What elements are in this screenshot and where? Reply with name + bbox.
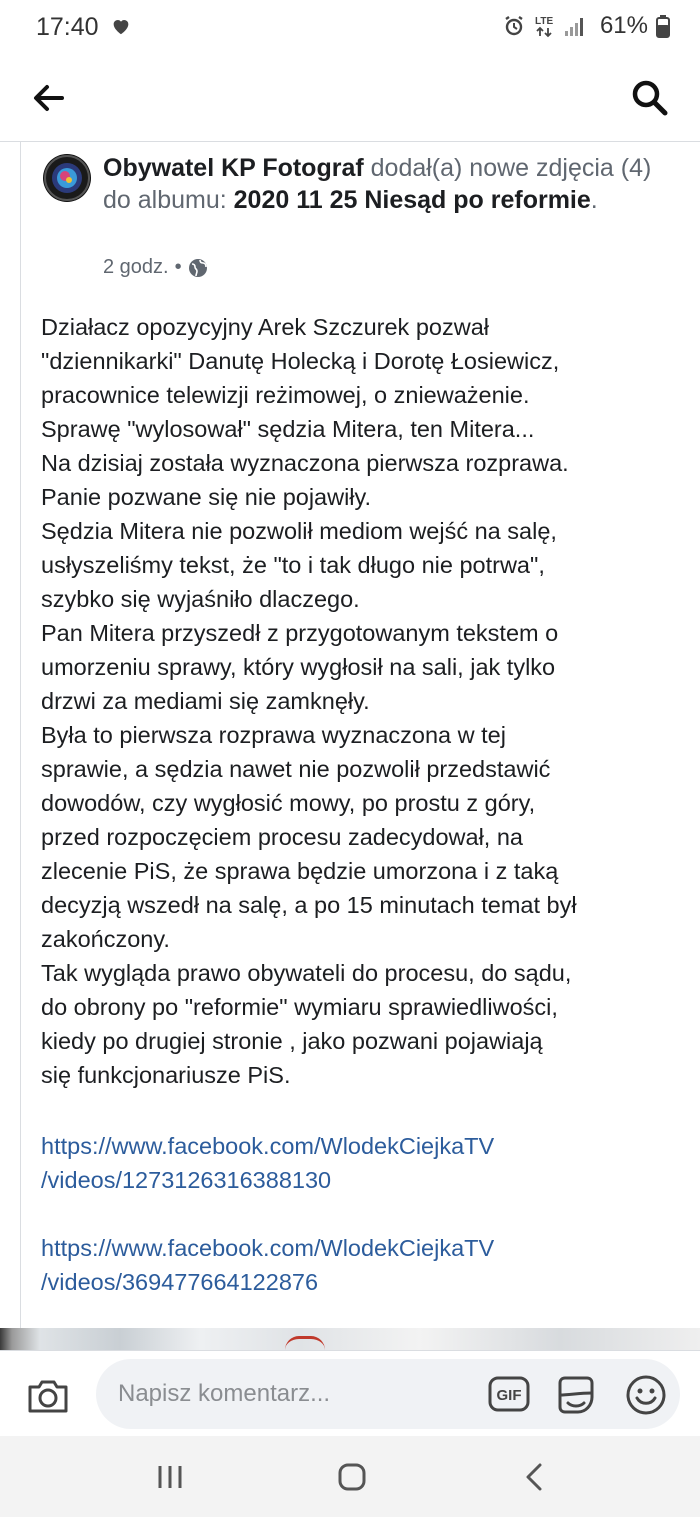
- video-link-2-line1: https://www.facebook.com/WlodekCiejkaTV: [41, 1235, 495, 1261]
- status-time: 17:40: [36, 13, 99, 41]
- video-link-1-line2: /videos/1273126316388130: [41, 1167, 332, 1193]
- svg-text:LTE: LTE: [534, 16, 554, 27]
- comment-bar: [0, 1350, 700, 1436]
- status-bar: [0, 0, 700, 56]
- video-link-2-line2: /videos/369477664122876: [41, 1269, 319, 1295]
- globe-icon: [188, 258, 208, 278]
- comment-placeholder: Napisz komentarz...: [118, 1380, 331, 1407]
- post-action-text: dodał(a) nowe zdjęcia (4) do albumu:: [103, 154, 652, 214]
- alarm-icon: [502, 14, 526, 38]
- post-body-line: umorzeniu sprawy, który wygłosił na sali, jak tylko: [41, 654, 556, 680]
- post-card: [20, 142, 700, 1328]
- post-body-line: Działacz opozycyjny Arek Szczurek pozwał: [41, 314, 489, 340]
- recent-apps-icon: [156, 1464, 184, 1490]
- video-link-1[interactable]: [41, 1129, 681, 1197]
- sticker-icon[interactable]: [554, 1373, 598, 1417]
- post-body-line: Sędzia Mitera nie pozwolił mediom wejść na salę,: [41, 518, 557, 544]
- post-time[interactable]: 2 godz.: [103, 256, 169, 278]
- post-meta: [103, 256, 208, 279]
- home-icon: [337, 1462, 367, 1492]
- album-end: .: [590, 186, 598, 214]
- app-bar: [0, 56, 700, 142]
- post-body-line: Pan Mitera przyszedł z przygotowanym tekstem o: [41, 620, 559, 646]
- post-body-line: decyzją wszedł na salę, a po 15 minutach temat był: [41, 892, 577, 918]
- home-button[interactable]: [332, 1460, 372, 1494]
- back-button[interactable]: [28, 78, 68, 118]
- post-body-line: usłyszeliśmy tekst, że "to i tak długo nie potrwa",: [41, 552, 545, 578]
- post-body-line: Sprawę "wylosował" sędzia Mitera, ten Mitera...: [41, 416, 535, 442]
- post-body-line: zakończony.: [41, 926, 170, 952]
- search-button[interactable]: [628, 76, 672, 120]
- post-body-line: do obrony po "reformie" wymiaru sprawiedliwości,: [41, 994, 558, 1020]
- video-link-1-line1: https://www.facebook.com/WlodekCiejkaTV: [41, 1133, 495, 1159]
- signal-icon: [564, 15, 586, 37]
- post-body-line: sprawie, a sędzia nawet nie pozwolił przedstawić: [41, 756, 551, 782]
- post-links: [41, 1129, 681, 1299]
- post-body-line: "dziennikarki" Danutę Holecką i Dorotę Łosiewicz,: [41, 348, 560, 374]
- post-body-line: się funkcjonariusze PiS.: [41, 1062, 291, 1088]
- camera-button[interactable]: [26, 1373, 70, 1417]
- post-body-line: zlecenie PiS, że sprawa będzie umorzona i z taką: [41, 858, 559, 884]
- post-body-line: Tak wygląda prawo obywateli do procesu, do sądu,: [41, 960, 572, 986]
- post-body-line: pracownice telewizji reżimowej, o znieważenie.: [41, 382, 530, 408]
- post-body-line: przed rozpoczęciem procesu zadecydował, na: [41, 824, 524, 850]
- post-body-line: dowodów, czy wygłosić mowy, po prostu z góry,: [41, 790, 536, 816]
- system-back-button[interactable]: [514, 1460, 554, 1494]
- battery-percent: 61%: [599, 12, 648, 39]
- camera-lens-avatar-icon: [43, 154, 91, 202]
- chevron-left-icon: [524, 1462, 544, 1492]
- heart-icon: [110, 15, 132, 37]
- post-body-line: drzwi za mediami się zamknęły.: [41, 688, 370, 714]
- post-body-line: Panie pozwane się nie pojawiły.: [41, 484, 372, 510]
- system-nav-bar: [0, 1436, 700, 1517]
- post-photo-preview[interactable]: [0, 1328, 700, 1350]
- author-avatar[interactable]: [43, 154, 91, 202]
- post-body-line: Była to pierwsza rozprawa wyznaczona w tej: [41, 722, 506, 748]
- lte-icon: [534, 14, 556, 38]
- photo-detail: [285, 1336, 325, 1350]
- post-header: [103, 152, 673, 216]
- video-link-2[interactable]: [41, 1231, 681, 1299]
- post-body-line: szybko się wyjaśniło dlaczego.: [41, 586, 360, 612]
- camera-icon: [26, 1373, 70, 1417]
- author-name[interactable]: Obywatel KP Fotograf: [103, 154, 364, 182]
- back-arrow-icon: [32, 84, 64, 112]
- album-name[interactable]: 2020 11 25 Niesąd po reformie: [233, 186, 591, 214]
- emoji-icon[interactable]: [624, 1373, 668, 1417]
- svg-text:GIF: GIF: [496, 1387, 522, 1404]
- post-body: [41, 310, 681, 1092]
- post-body-line: Na dzisiaj została wyznaczona pierwsza rozprawa.: [41, 450, 569, 476]
- search-icon: [631, 79, 669, 117]
- post-body-line: kiedy po drugiej stronie , jako pozwani pojawiają: [41, 1028, 543, 1054]
- comment-input[interactable]: [96, 1359, 680, 1429]
- status-icons: [502, 12, 670, 40]
- gif-icon[interactable]: [488, 1376, 530, 1412]
- recent-apps-button[interactable]: [150, 1460, 190, 1494]
- meta-separator: •: [174, 256, 182, 278]
- battery-icon: [656, 14, 670, 38]
